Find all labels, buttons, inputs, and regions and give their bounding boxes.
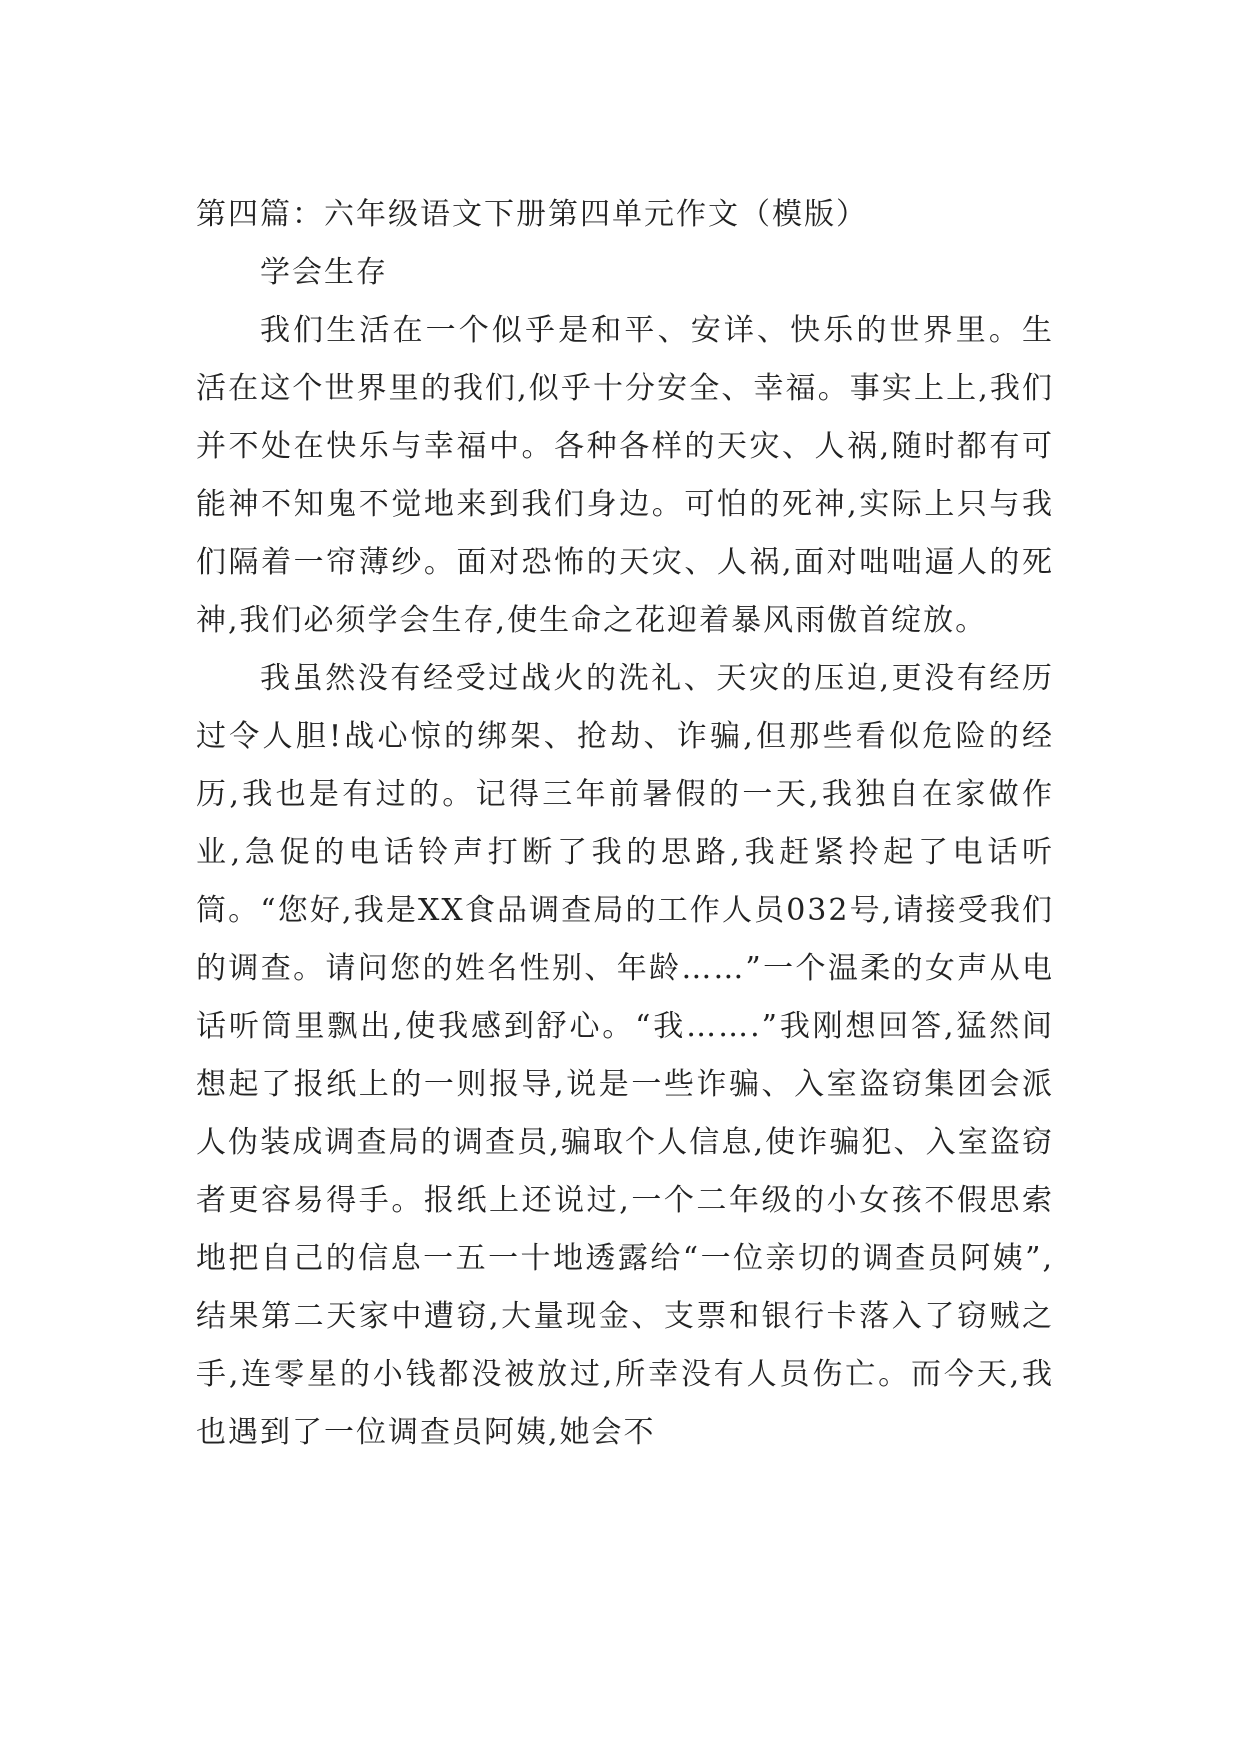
document-title: 第四篇：六年级语文下册第四单元作文（模版）	[196, 197, 868, 232]
document-body	[196, 186, 1054, 1462]
paragraph-1: 我们生活在一个似乎是和平、安详、快乐的世界里。生活在这个世界里的我们,似乎十分安全、幸福。事实上上,我们并不处在快乐与幸福中。各种各样的天灾、人祸,随时都有可能神不知鬼不觉地来到我们身边。可怕的死神,实际上只与我们隔着一帘薄纱。面对恐怖的天灾、人祸,面对咄咄逼人的死神,我们必须学会生存,使生命之花迎着暴风雨傲首绽放。	[196, 313, 1054, 638]
paragraph-2: 我虽然没有经受过战火的洗礼、天灾的压迫,更没有经历过令人胆!战心惊的绑架、抢劫、诈骗,但那些看似危险的经历,我也是有过的。记得三年前暑假的一天,我独自在家做作业,急促的电话铃声打断了我的思路,我赶紧拎起了电话听筒。“您好,我是XX食品调查局的工作人员032号,请接受我们的调查。请问您的姓名性别、年龄……”一个温柔的女声从电话听筒里飘出,使我感到舒心。“我…….”我刚想回答,猛然间想起了报纸上的一则报导,说是一些诈骗、入室盗窃集团会派人伪装成调查局的调查员,骗取个人信息,使诈骗犯、入室盗窃者更容易得手。报纸上还说过,一个二年级的小女孩不假思索地把自己的信息一五一十地透露给“一位亲切的调查员阿姨”,结果第二天家中遭窃,大量现金、支票和银行卡落入了窃贼之手,连零星的小钱都没被放过,所幸没有人员伤亡。而今天,我也遇到了一位调查员阿姨,她会不	[196, 661, 1054, 1450]
essay-title: 学会生存	[260, 255, 388, 290]
